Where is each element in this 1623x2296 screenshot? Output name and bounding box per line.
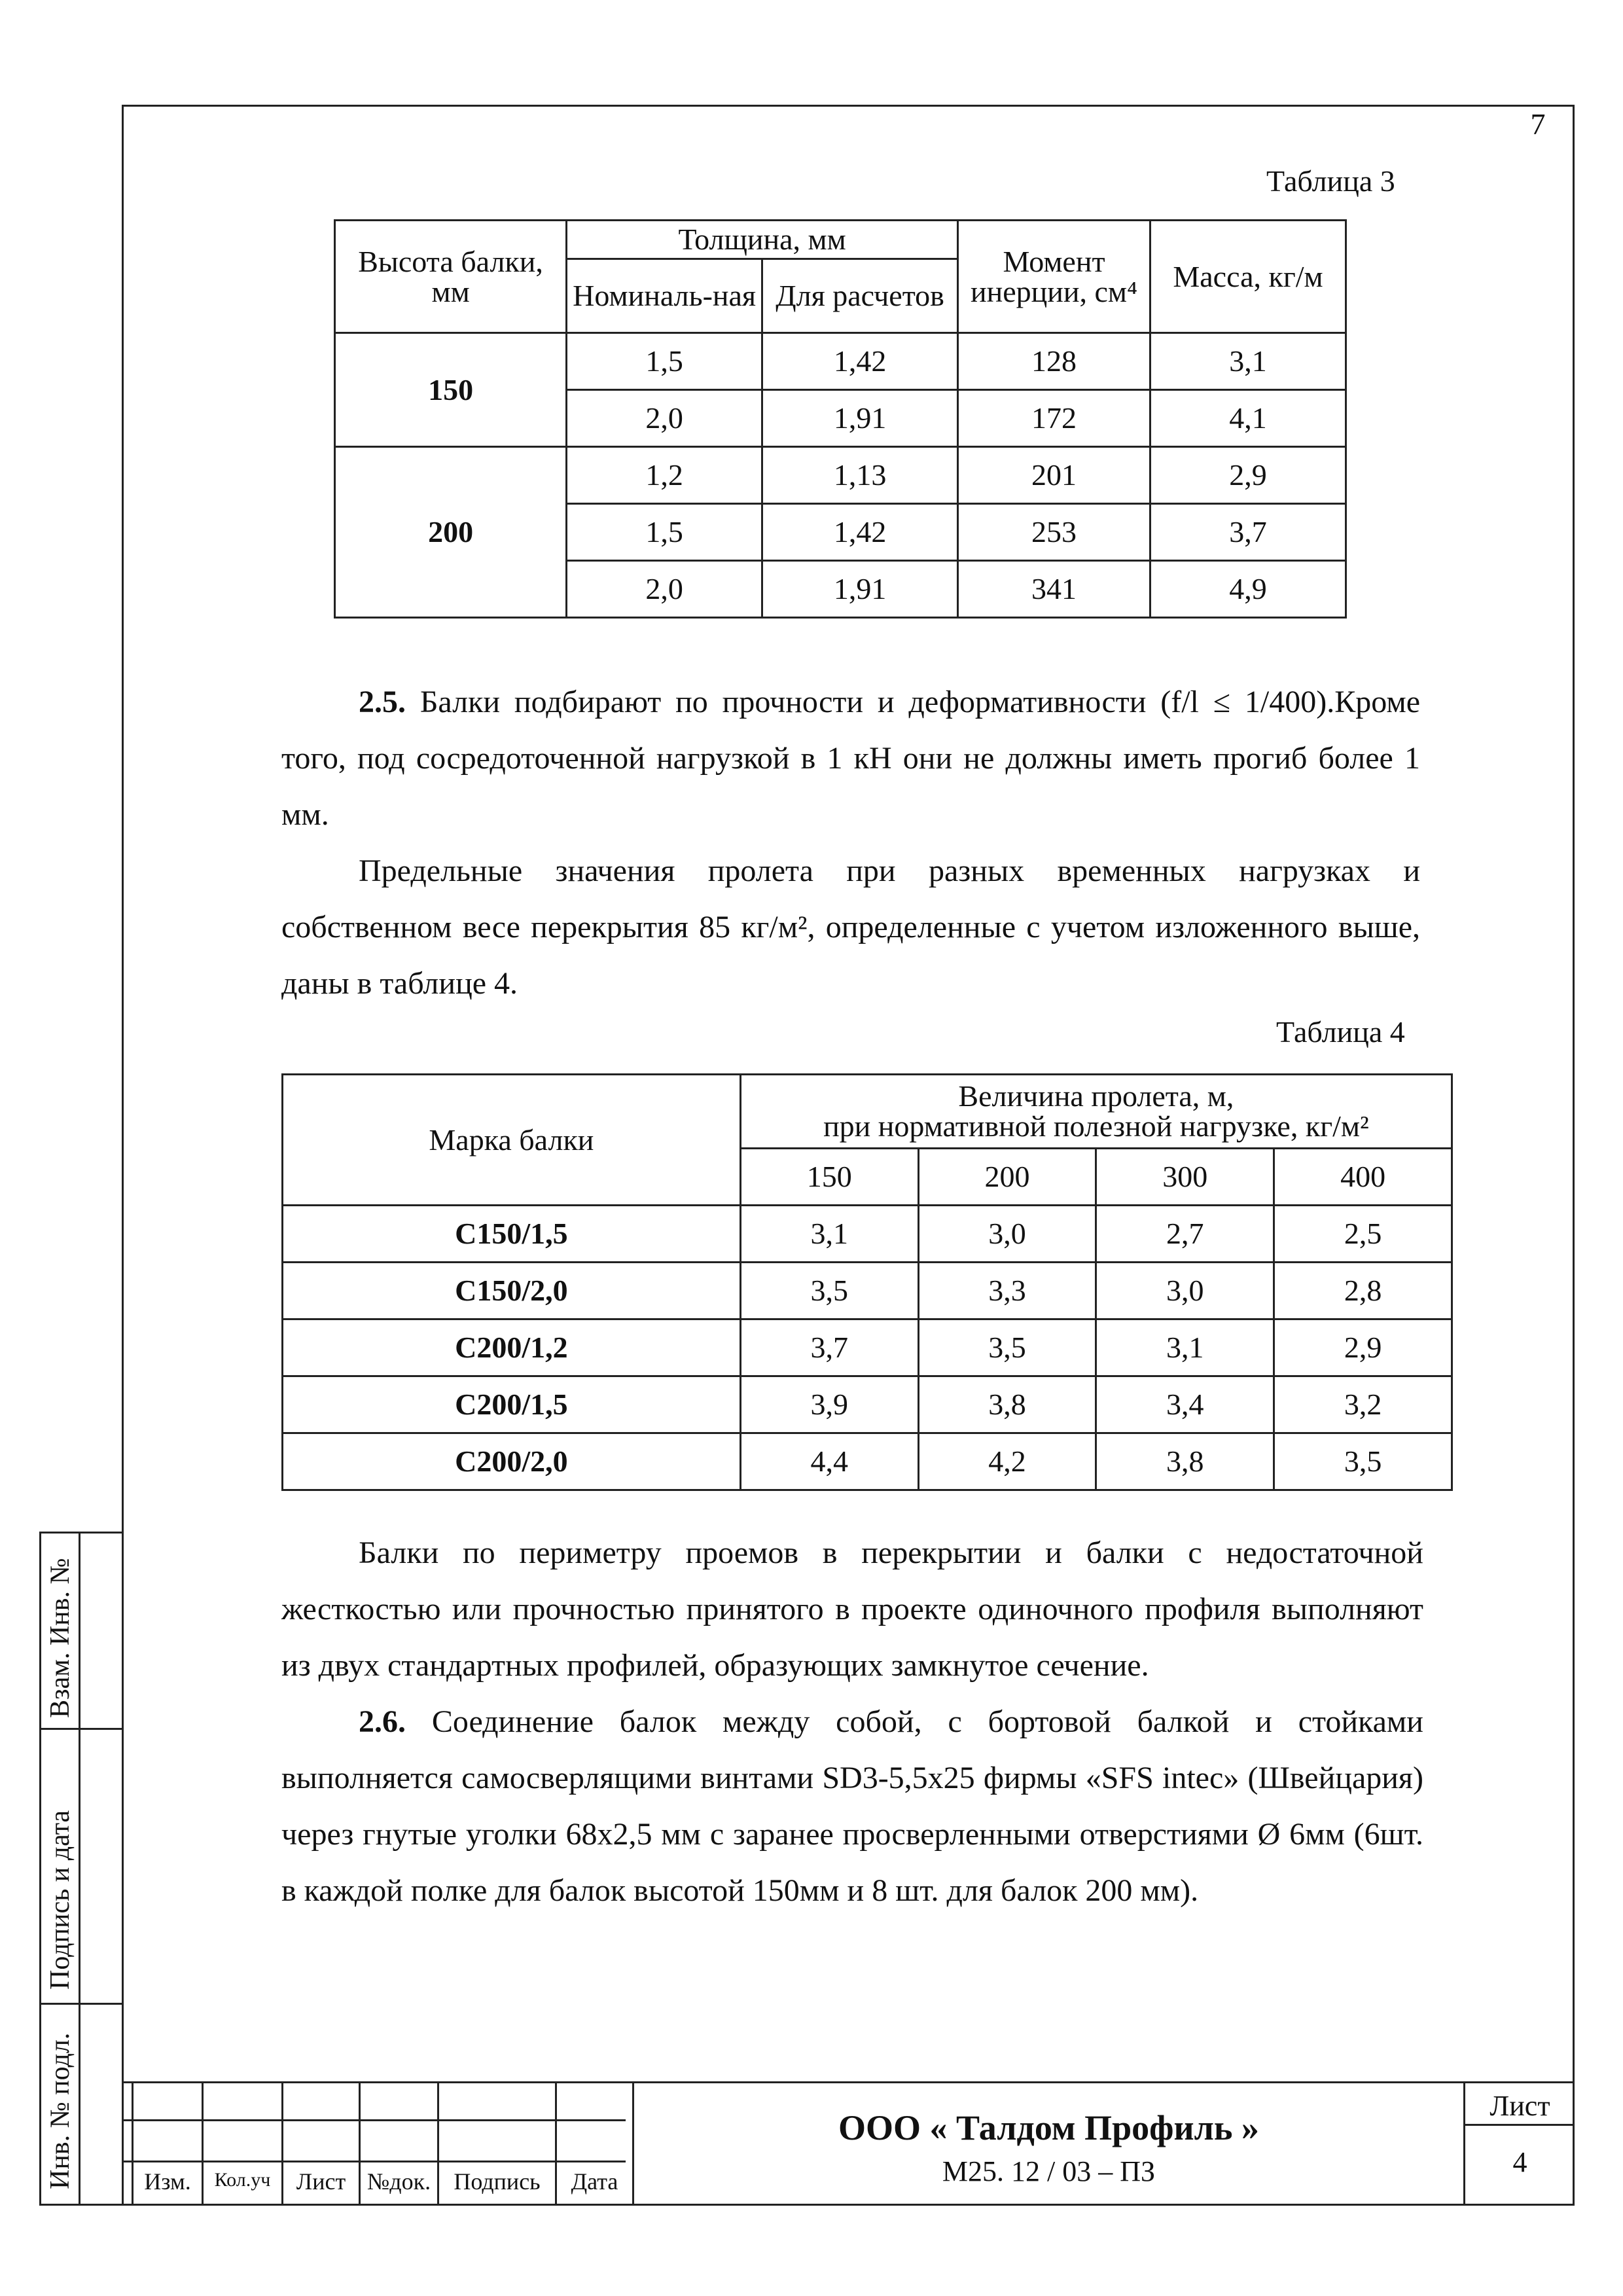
table-cell: 4,9 xyxy=(1150,561,1346,618)
table-cell: 3,0 xyxy=(1096,1263,1274,1319)
table-cell: 3,7 xyxy=(740,1319,918,1376)
table-cell: 3,1 xyxy=(740,1206,918,1263)
margin-divider xyxy=(39,2003,124,2005)
header-span-line1: Величина пролета, м, xyxy=(958,1079,1234,1113)
table-cell: 1,2 xyxy=(567,447,762,504)
table-cell: 3,0 xyxy=(918,1206,1096,1263)
table-cell: 3,7 xyxy=(1150,504,1346,561)
table-cell: 3,2 xyxy=(1274,1376,1452,1433)
mark-cell: С200/2,0 xyxy=(283,1433,741,1490)
table3-caption: Таблица 3 xyxy=(1266,164,1395,198)
paragraph-2-5 xyxy=(281,674,1420,843)
table-row xyxy=(283,1263,1452,1319)
paragraph-text: Балки по периметру проемов в перекрытии и балки с недостаточной жесткостью или прочностью принятого в проекте одиночного профиля выполняют из двух стандартных профилей, образующих замкнутое сечение. xyxy=(281,1535,1423,1683)
table-row xyxy=(283,1206,1452,1263)
table-cell: 3,5 xyxy=(1274,1433,1452,1490)
paragraph-beams xyxy=(281,1525,1423,1694)
table-row xyxy=(283,1433,1452,1490)
table-cell: 2,5 xyxy=(1274,1206,1452,1263)
table-cell: 201 xyxy=(958,447,1150,504)
mark-cell: С150/2,0 xyxy=(283,1263,741,1319)
table-cell: 2,9 xyxy=(1274,1319,1452,1376)
margin-divider xyxy=(39,1728,124,1730)
mark-cell: С150/1,5 xyxy=(283,1206,741,1263)
paragraph-text: Предельные значения пролета при разных временных нагрузках и собственном весе перекрытия 85 кг/м², определенные с учетом изложенного выше, даны в таблице 4. xyxy=(281,853,1420,1001)
stamp-vzam-inv: Взам. Инв. № xyxy=(45,1558,75,1718)
table-row xyxy=(283,1376,1452,1433)
table-cell: 3,1 xyxy=(1150,333,1346,390)
table-cell: 3,5 xyxy=(918,1319,1096,1376)
page-number: 7 xyxy=(1530,107,1546,141)
document-code: М25. 12 / 03 – ПЗ xyxy=(942,2155,1156,2187)
stamp-inv-original: Инв. № подл. xyxy=(45,2032,75,2189)
table-cell: 1,42 xyxy=(762,333,958,390)
header-inertia: Момент инерции, см⁴ xyxy=(958,221,1150,333)
table-cell: 128 xyxy=(958,333,1150,390)
header-load: 150 xyxy=(740,1149,918,1206)
table-cell: 2,0 xyxy=(567,390,762,447)
table-cell: 2,0 xyxy=(567,561,762,618)
table-cell: 172 xyxy=(958,390,1150,447)
stamp-signature-date: Подпись и дата xyxy=(45,1810,75,1990)
paragraph-2-6 xyxy=(281,1694,1423,1919)
header-span xyxy=(740,1075,1452,1149)
height-cell: 200 xyxy=(335,447,567,618)
table-cell: 2,9 xyxy=(1150,447,1346,504)
header-span-line2: при нормативной полезной нагрузке, кг/м² xyxy=(823,1109,1369,1143)
table-cell: 253 xyxy=(958,504,1150,561)
margin-divider xyxy=(79,1532,80,2206)
header-load: 400 xyxy=(1274,1149,1452,1206)
table-cell: 3,4 xyxy=(1096,1376,1274,1433)
header-height: Высота балки, мм xyxy=(335,221,567,333)
col-podpis: Подпись xyxy=(454,2168,541,2195)
table-cell: 2,8 xyxy=(1274,1263,1452,1319)
col-ndok: №док. xyxy=(366,2168,431,2195)
table-cell: 1,13 xyxy=(762,447,958,504)
company-name: ООО « Талдом Профиль » xyxy=(838,2108,1259,2147)
table-cell: 1,91 xyxy=(762,390,958,447)
table-cell: 3,8 xyxy=(1096,1433,1274,1490)
header-nominal: Номиналь-ная xyxy=(567,259,762,333)
col-list: Лист xyxy=(296,2168,346,2195)
sheet-label: Лист xyxy=(1489,2090,1550,2122)
table-cell: 2,7 xyxy=(1096,1206,1274,1263)
height-cell: 150 xyxy=(335,333,567,447)
col-data: Дата xyxy=(571,2168,618,2195)
table4-caption: Таблица 4 xyxy=(1276,1015,1405,1049)
header-thickness: Толщина, мм xyxy=(567,221,958,259)
header-load: 300 xyxy=(1096,1149,1274,1206)
table-cell: 4,4 xyxy=(740,1433,918,1490)
sheet-number: 4 xyxy=(1512,2146,1527,2178)
table-row xyxy=(283,1319,1452,1376)
mark-cell: С200/1,2 xyxy=(283,1319,741,1376)
section-number: 2.6. xyxy=(359,1704,406,1739)
mark-cell: С200/1,5 xyxy=(283,1376,741,1433)
table-cell: 3,8 xyxy=(918,1376,1096,1433)
col-izm: Изм. xyxy=(144,2168,191,2195)
table-cell: 1,42 xyxy=(762,504,958,561)
paragraph-span-limits xyxy=(281,843,1420,1012)
table-cell: 3,5 xyxy=(740,1263,918,1319)
table-cell: 3,9 xyxy=(740,1376,918,1433)
table-cell: 1,5 xyxy=(567,333,762,390)
table-cell: 1,5 xyxy=(567,504,762,561)
table-4 xyxy=(281,1073,1453,1491)
table-cell: 3,3 xyxy=(918,1263,1096,1319)
section-number: 2.5. xyxy=(359,685,406,719)
table-row xyxy=(335,333,1346,390)
paragraph-text: Соединение балок между собой, с бортовой балкой и стойками выполняется самосверлящими винтами SD3-5,5x25 фирмы «SFS intec» (Швейцария) через гнутые уголки 68x2,5 мм с заранее просверленными отверстиями Ø 6мм (6шт. в каждой полке для балок высотой 150мм и 8 шт. для балок 200 мм). xyxy=(281,1704,1423,1908)
table-cell: 4,1 xyxy=(1150,390,1346,447)
col-kol-uch: Кол.уч xyxy=(214,2169,271,2191)
title-block xyxy=(122,2081,1575,2206)
table-cell: 1,91 xyxy=(762,561,958,618)
table-cell: 3,1 xyxy=(1096,1319,1274,1376)
header-mark: Марка балки xyxy=(283,1075,741,1206)
table-3 xyxy=(334,219,1347,619)
paragraph-text: Балки подбирают по прочности и деформативности (f/l ≤ 1/400).Кроме того, под сосредоточенной нагрузкой в 1 кН они не должны иметь прогиб более 1 мм. xyxy=(281,685,1421,832)
table-row xyxy=(335,447,1346,504)
table-cell: 341 xyxy=(958,561,1150,618)
header-mass: Масса, кг/м xyxy=(1150,221,1346,333)
header-design: Для расчетов xyxy=(762,259,958,333)
table-cell: 4,2 xyxy=(918,1433,1096,1490)
header-load: 200 xyxy=(918,1149,1096,1206)
